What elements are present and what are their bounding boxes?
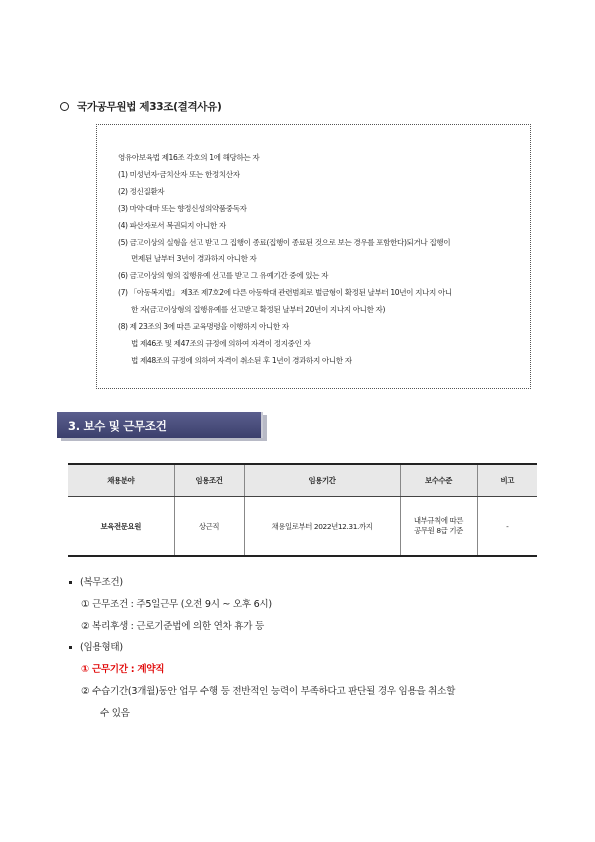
employment-table <box>68 463 537 557</box>
list-item: (4) 파산자로서 복권되지 아니한 자 <box>118 220 226 230</box>
list-item: (3) 마약·대마 또는 향정신성의약품중독자 <box>118 203 247 213</box>
work-conditions <box>66 572 546 725</box>
table-header-row <box>68 464 537 497</box>
list-item-continuation: 한 자(금고이상형의 집행유예를 선고받고 확정된 날부터 20년이 지나지 아니한 자) <box>131 305 386 315</box>
list-item: (1) 미성년자·금치산자 또는 한정치산자 <box>118 169 240 179</box>
list-item: ① 근무조건 : 주5일근무 (오전 9시 ~ 오후 6시) <box>81 598 272 610</box>
square-bullet-icon <box>69 646 72 649</box>
list-item: (2) 정신질환자 <box>118 186 165 196</box>
list-item-continuation: 면제된 날부터 3년이 경과하지 아니한 자 <box>131 254 257 264</box>
circle-bullet-icon <box>60 102 69 111</box>
table-row <box>68 497 537 557</box>
conditions-group-title: (임용형태) <box>66 637 546 659</box>
table-header-cell: 임용기간 <box>244 464 400 497</box>
list-item: (6) 금고이상의 형의 집행유예 선고를 받고 그 유예기간 중에 있는 자 <box>118 271 329 281</box>
list-item: (7) 「아동복지법」 제3조 제7호2에 다른 아동학대 관련범죄로 벌금형이 확정된 날부터 10년이 지나지 아니 <box>118 288 452 298</box>
list-item: ② 복리후생 : 근로기준법에 의한 연차 휴가 등 <box>81 620 264 632</box>
disqualification-intro: 영유아보육법 제16조 각호의 1에 해당하는 자 <box>118 153 260 162</box>
square-bullet-icon <box>69 581 72 584</box>
table-cell: 내부규칙에 따른 공무원 8급 기준 <box>400 497 477 557</box>
section-header-bar <box>57 412 263 438</box>
table-header-cell: 보수수준 <box>400 464 477 497</box>
table-cell: 채용일로부터 2022년12.31.까지 <box>244 497 400 557</box>
conditions-group-title: (복무조건) <box>66 572 546 594</box>
section-heading <box>60 99 221 114</box>
table-header-cell: 임용조건 <box>174 464 244 497</box>
list-item: (8) 제 23조의 3에 따른 교육명령을 이행하지 아니한 자 <box>118 322 289 332</box>
section-title: 국가공무원법 제33조(결격사유) <box>77 101 222 113</box>
table-cell: 상근직 <box>174 497 244 557</box>
disqualification-list <box>118 150 518 370</box>
list-item: (5) 금고이상의 실형을 선고 받고 그 집행이 종료(집행이 종료된 것으로 보는 경우를 포함한다)되거나 집행이 <box>118 237 451 247</box>
table-header-cell: 비고 <box>477 464 537 497</box>
list-item-continuation: 수 있음 <box>100 707 130 719</box>
table-header-cell: 채용분야 <box>68 464 174 497</box>
list-item: ② 수습기간(3개월)동안 업무 수행 등 전반적인 능력이 부족하다고 판단될 경우 임용을 취소할 <box>81 685 456 697</box>
list-item-sub: 법 제48조의 규정에 의하여 자격이 취소된 후 1년이 경과하지 아니한 자 <box>131 355 352 365</box>
table-cell: - <box>477 497 537 557</box>
table-cell: 보육전문요원 <box>68 497 174 557</box>
section-header-title: 3. 보수 및 근무조건 <box>68 419 167 433</box>
list-item-sub: 법 제46조 및 제47조의 규정에 의하여 자격이 정지중인 자 <box>131 338 311 348</box>
contract-period-item: ① 근무기간 : 계약직 <box>81 664 165 676</box>
